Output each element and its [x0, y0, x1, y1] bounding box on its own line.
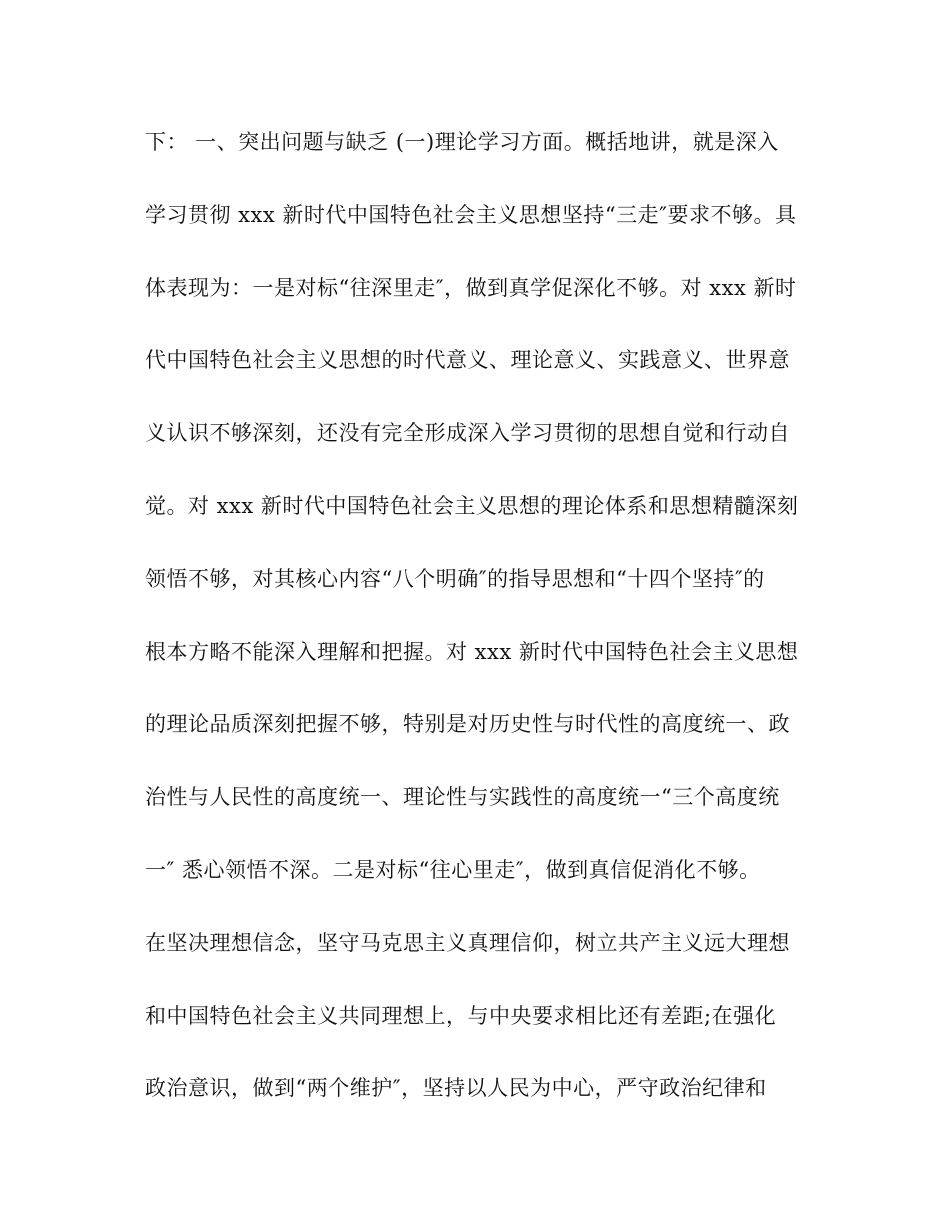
text-line: 体表现为：一是对标“往深里走″，做到真学促深化不够。对 xxx 新时	[145, 275, 797, 300]
text-line: 下： 一、突出问题与缺乏 (一)理论学习方面。概括地讲，就是深入	[145, 130, 779, 154]
text-line: 根本方略不能深入理解和把握。对 xxx 新时代中国特色社会主义思想	[145, 639, 799, 664]
text-line: 政治意识，做到“两个维护″，坚持以人民为中心，严守政治纪律和	[145, 1076, 767, 1101]
text-line: 在坚决理想信念，坚守马克思主义真理信仰，树立共产主义远大理想	[145, 930, 790, 955]
text-line: 觉。对 xxx 新时代中国特色社会主义思想的理论体系和思想精髓深刻	[145, 493, 799, 518]
text-line: 和中国特色社会主义共同理想上，与中央要求相比还有差距;在强化	[145, 1003, 777, 1028]
text-line: 的理论品质深刻把握不够，特别是对历史性与时代性的高度统一、政	[145, 712, 790, 737]
text-line: 领悟不够，对其核心内容“八个明确″的指导思想和“十四个坚持″的	[145, 566, 765, 591]
text-line: 治性与人民性的高度统一、理论性与实践性的高度统一“三个高度统	[145, 785, 780, 810]
text-line: 学习贯彻 xxx 新时代中国特色社会主义思想坚持“三走″要求不够。具	[145, 202, 797, 227]
document-body-text	[145, 124, 815, 1143]
text-line: 代中国特色社会主义思想的时代意义、理论意义、实践意义、世界意	[145, 348, 790, 373]
text-line: 一″ 悉心领悟不深。二是对标“往心里走″，做到真信促消化不够。	[145, 857, 761, 882]
text-line: 义认识不够深刻，还没有完全形成深入学习贯彻的思想自觉和行动自	[145, 421, 790, 446]
